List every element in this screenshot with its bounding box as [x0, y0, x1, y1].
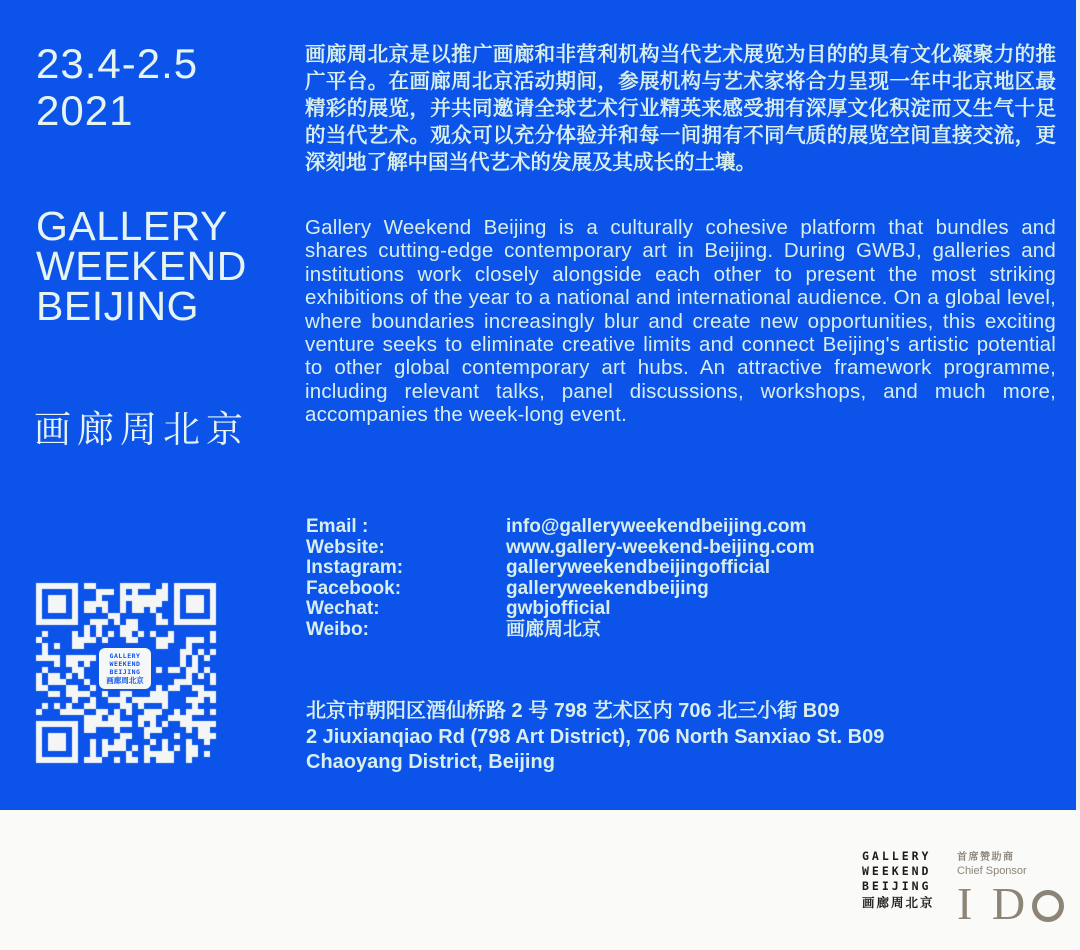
- contact-row-weibo: [306, 620, 815, 641]
- intro-paragraph-cn: 画廊周北京是以推广画廊和非营利机构当代艺术展览为目的的具有文化凝聚力的推广平台。在画廊周北京活动期间，参展机构与艺术家将合力呈现一年中北京地区最精彩的展览，并共同邀请全球艺术行业精英来感受拥有深厚文化积淀而又生气十足的当代艺术。观众可以充分体验并和每一间拥有不同气质的展览空间直接交流，更深刻地了解中国当代艺术的发展及其成长的土壤。: [305, 43, 1056, 174]
- contact-row-wechat: [306, 599, 815, 620]
- qr-label-line: WEEKEND: [109, 660, 141, 669]
- ido-o-ring: [1032, 890, 1064, 922]
- address-line-en-2: Chaoyang District, Beijing: [306, 751, 555, 773]
- contact-label: Wechat:: [306, 598, 380, 620]
- qr-label-line: GALLERY: [109, 652, 141, 660]
- chief-sponsor-label-cn: 首席赞助商: [957, 852, 1015, 863]
- qr-label-line-cn: 画廊周北京: [106, 675, 144, 685]
- contact-value-facebook: galleryweekendbeijing: [506, 577, 709, 599]
- intro-paragraph-en: Gallery Weekend Beijing is a culturally cohesive platform that bundles and shares cutting-edge contemporary art in Beijing. During GWBJ, galleries and institutions work closely alongside each other to present the most striking exhibitions of the year to a national and international audience. On a global level, where boundaries increasingly blur and create new opportunities, this exciting venture seeks to eliminate creative limits and connect Beijing's artistic potential to other global contemporary art hubs. An attractive framework programme, including relevant talks, panel discussions, workshops, and much more, accompanies the week-long event.: [305, 216, 1056, 427]
- footer: [0, 810, 1080, 950]
- address-line-cn: 北京市朝阳区酒仙桥路 2 号 798 艺术区内 706 北三小街 B09: [306, 700, 840, 722]
- contact-label: Instagram:: [306, 557, 404, 579]
- gallery-weekend-beijing-logo: [862, 849, 935, 910]
- event-dates: [36, 40, 198, 134]
- chief-sponsor-label-en: Chief Sponsor: [957, 865, 1027, 877]
- address-line-en-1: 2 Jiuxianqiao Rd (798 Art District), 706 North Sanxiao St. B09: [306, 725, 885, 748]
- gwb-logo-line: BEIJING: [862, 879, 932, 894]
- right-edge-sliver: [1076, 0, 1080, 810]
- contact-value-weibo: 画廊周北京: [506, 618, 602, 640]
- contact-row-instagram: [306, 558, 815, 579]
- contact-label: Weibo:: [306, 618, 369, 640]
- brand-title-cn: 画廊周北京: [34, 409, 249, 450]
- brand-title-line-3: BEIJING: [36, 283, 199, 329]
- chief-sponsor-block: [957, 848, 1064, 929]
- gwb-logo-line-cn: 画廊周北京: [862, 894, 935, 910]
- brand-title: [36, 203, 247, 329]
- date-year: 2021: [36, 87, 134, 134]
- ido-logo-text: I D: [957, 878, 1030, 929]
- wechat-qr-code: [30, 577, 222, 769]
- brand-title-line-1: GALLERY: [36, 203, 228, 249]
- ido-logo: [957, 878, 1064, 929]
- contact-value-instagram: galleryweekendbeijingofficial: [506, 557, 770, 579]
- contact-label: Email :: [306, 516, 369, 537]
- contact-value-wechat: gwbjofficial: [506, 598, 611, 620]
- date-range: 23.4-2.5: [36, 40, 199, 87]
- contact-value-email: info@galleryweekendbeijing.com: [506, 516, 807, 537]
- contact-list: [306, 517, 815, 641]
- contact-row-email: [306, 517, 815, 538]
- brand-title-line-2: WEEKEND: [36, 243, 247, 289]
- gwb-logo-line: GALLERY: [862, 849, 932, 863]
- contact-row-website: [306, 538, 815, 559]
- gwb-logo-line: WEEKEND: [862, 864, 932, 879]
- qr-label-line: BEIJING: [109, 668, 141, 677]
- contact-label: Website:: [306, 536, 385, 558]
- contact-value-website: www.gallery-weekend-beijing.com: [506, 536, 815, 558]
- contact-label: Facebook:: [306, 577, 402, 599]
- qr-center-label: [99, 648, 151, 689]
- contact-row-facebook: [306, 579, 815, 600]
- address-block: [306, 699, 884, 776]
